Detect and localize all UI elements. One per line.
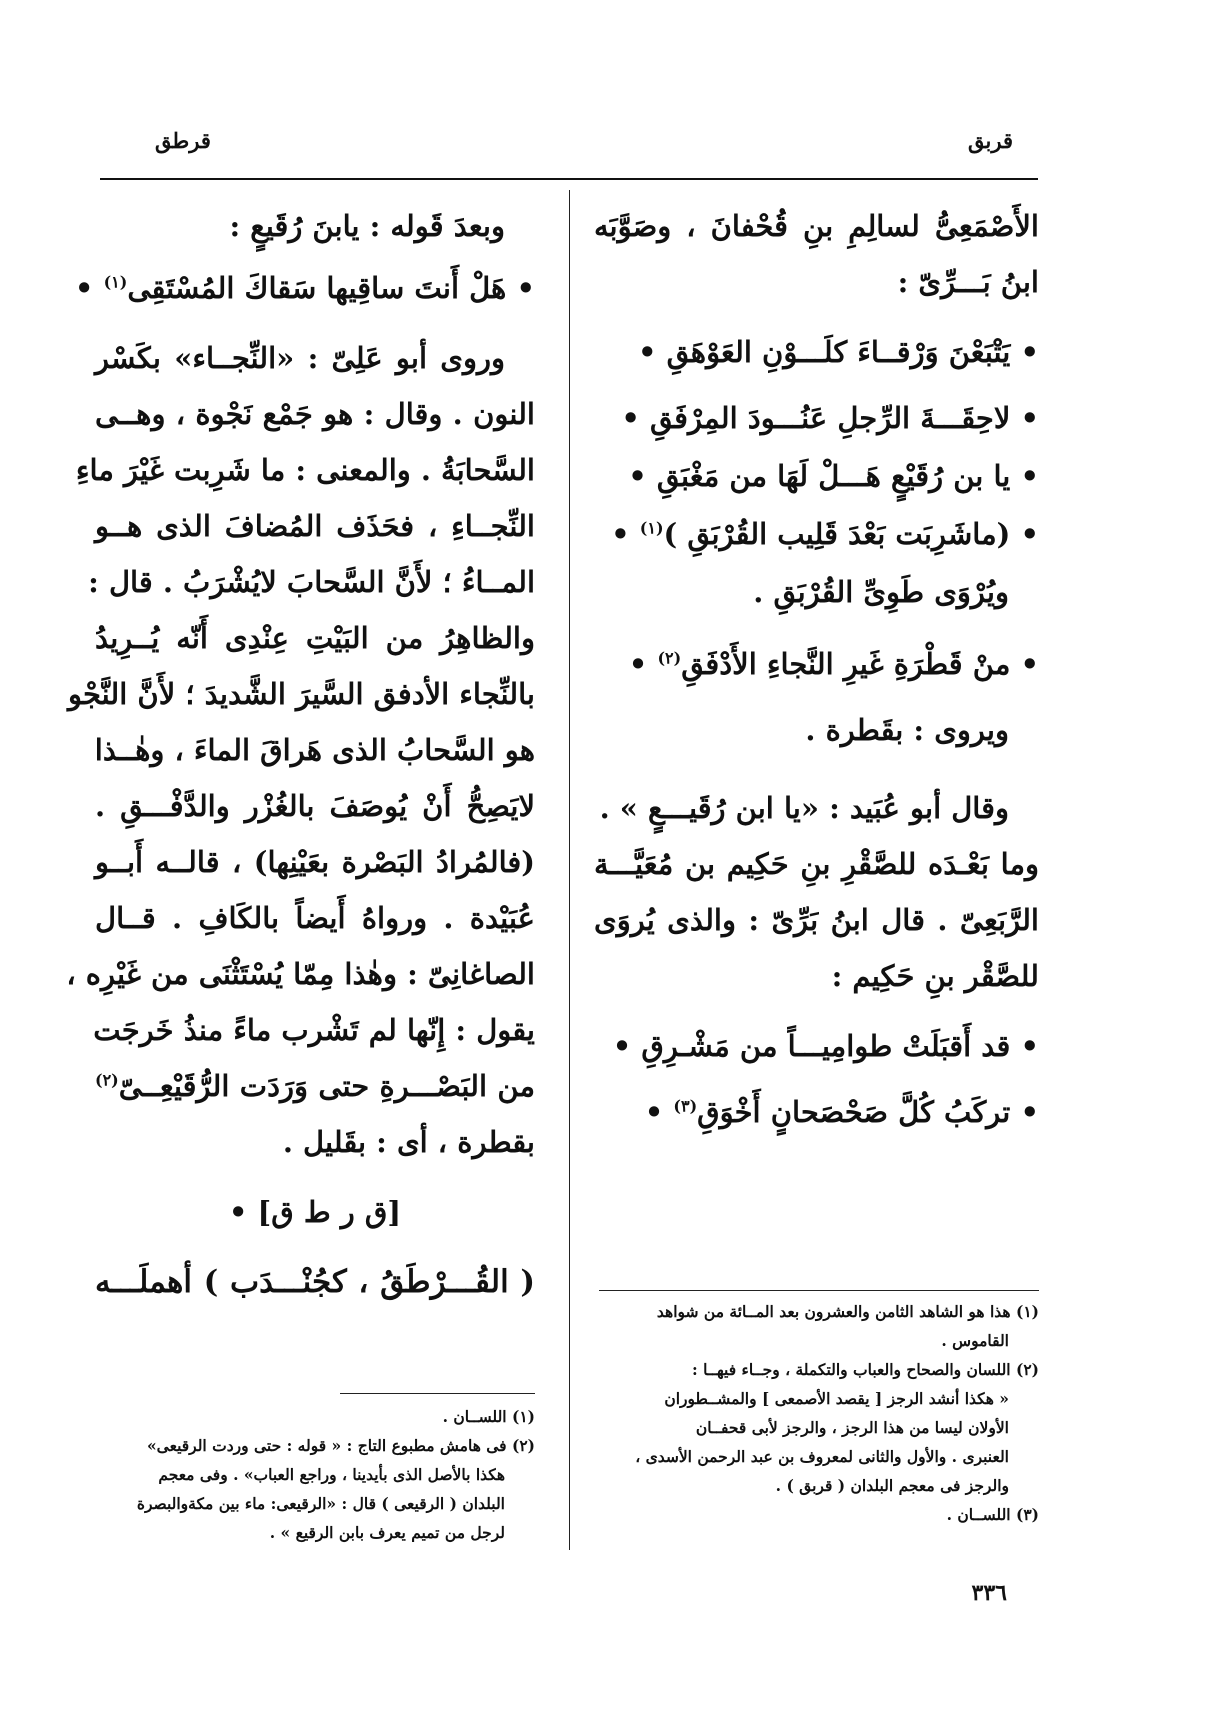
text-line: لايَصِحُّ أَنْ يُوصَفَ بالغُزْر والدَّفْـــقِ . — [95, 789, 535, 823]
text-line: ابنُ بَـــرِّىّ : — [897, 265, 1039, 299]
footnote-marker: (٣) — [673, 1096, 698, 1116]
text-line: (فالمُرادُ البَصْرة بعَيْنِها) ، قالــه أَبــو — [95, 845, 535, 879]
footnote-line: (١) اللســان . — [442, 1407, 535, 1426]
entry-headword-line: ( القُـــرْطَقُ ، كجُنْـــدَب ) أهملَـــه — [95, 1264, 535, 1300]
footnote-line: لرجل من تميم يعرف بابن الرقيع » . — [269, 1523, 505, 1542]
verse-line: • قد أَقبَلَتْ طوامِيـــاً من مَشْـرِقِ • — [612, 1029, 1039, 1063]
verse-text: • هَلْ أَنتَ ساقِيها سَقاكَ المُسْتَقِى — [127, 271, 535, 305]
verse-end: • — [611, 517, 630, 551]
footnote-rule — [340, 1393, 535, 1394]
footnote-line: (٢) اللسان والصحاح والعباب والتكملة ، وجــاء فيهــا : — [691, 1360, 1039, 1379]
footnote-marker: (٢) — [95, 1070, 119, 1090]
left-footnotes — [95, 1402, 535, 1547]
verse-end: • — [74, 271, 94, 305]
verse-line: • يَتْبَعْنَ وَرْقــاءَ كلَـــوْنِ العَوْهَقِ • — [637, 335, 1039, 369]
verse-line: • يا بن رُقَيْعٍ هَـــلْ لَهَا من مَغْبَقِ • — [628, 459, 1039, 493]
text-line: وروى أبو عَلِىّ : «النِّجــاء» بكَسْر — [95, 341, 505, 375]
text-line: بالنِّجاء الأدفق السَّيرَ الشَّديدَ ؛ لأَنَّ النَّجْو — [67, 677, 535, 711]
footnote-line: هكذا بالأصل الذى بأيدينا ، وراجع العباب» . وفى معجم — [158, 1465, 505, 1484]
verse-line — [594, 506, 1039, 562]
footnote-marker: (١) — [639, 518, 664, 538]
verse-text: • (ماشَرِبَت بَعْدَ قَلِيب القُرْبَقِ ) — [663, 517, 1039, 551]
footnote-line: (١) هذا هو الشاهد الثامن والعشرون بعد المــائة من شواهد — [656, 1302, 1039, 1321]
verse-line — [594, 1084, 1039, 1140]
verse-line — [594, 636, 1039, 692]
section-heading: [ق ر ط ق] • — [228, 1195, 402, 1229]
footnote-line: « هكذا أنشد الرجز [ يقصد الأصمعى ] والمشــطوران — [664, 1389, 1009, 1408]
text-line — [95, 1058, 535, 1114]
running-head-left: قرطق — [155, 128, 211, 153]
text-line: للصَّقْر بنِ حَكِيم : — [831, 959, 1039, 993]
running-head-right: قربق — [968, 128, 1013, 153]
text-line: المــاءُ ؛ لأَنَّ السَّحابَ لايُشْرَبُ . قال : — [88, 565, 535, 599]
text-line: هو السَّحابُ الذى هَراقَ الماءَ ، وهٰــذا — [94, 733, 535, 767]
text-line: الأَصْمَعِىُّ لسالِمِ بنِ قُحْفانَ ، وصَوَّبَه — [594, 209, 1039, 243]
right-column — [594, 198, 1039, 1142]
text-line: بقطرة ، أى : بقَليل . — [282, 1125, 535, 1159]
text-line: وبعدَ قَوله : يابنَ رُقَيعٍ : — [229, 209, 505, 243]
verse-line: • لاحِقَـــةَ الرِّجلِ عَنُـــودَ المِرْفَقِ • — [621, 401, 1039, 435]
verse-end: • — [644, 1095, 664, 1129]
footnote-line: البلدان ( الرقيعى ) قال : «الرقيعى: ماء بين مكةوالبصرة — [136, 1494, 505, 1513]
footnote-line: (٢) فى هامش مطبوع التاج : « قوله : حتى وردت الرقيعى» — [146, 1436, 535, 1455]
header-rule — [100, 178, 1038, 180]
footnote-line: (٣) اللســان . — [946, 1505, 1039, 1524]
text-line: النون . وقال : هو جَمْع نَجْوة ، وهــى — [95, 397, 535, 431]
text-line: والظاهِرُ من البَيْتِ عِنْدِى أَنّه يُــرِيدُ — [95, 621, 535, 655]
left-column — [66, 198, 535, 1310]
text-line: ويروى : بقَطرة . — [805, 713, 1009, 747]
verse-text: • تركَبُ كُلَّ صَحْصَحانٍ أَخْوَقِ — [697, 1095, 1039, 1129]
footnote-line: الأولان ليسا من هذا الرجز ، والرجز لأبى قحفــان — [695, 1418, 1009, 1437]
footnote-rule — [599, 1290, 1039, 1291]
text-line: الرَّبَعِىّ . قال ابنُ بَرِّىّ : والذى يُروَى — [594, 903, 1039, 937]
footnote-marker: (٢) — [657, 648, 682, 668]
text-line: السَّحابَةُ . والمعنى : ما شَرِبت غَيْرَ ماءِ — [75, 453, 535, 487]
footnote-line: القاموس . — [941, 1331, 1009, 1350]
text-line: يقول : إِنّها لم تَشْرب ماءً منذُ خَرجَت — [93, 1013, 535, 1047]
footnote-marker: (١) — [103, 272, 128, 292]
verse-text: • منْ قَطْرَةِ غَيرِ النَّجاءِ الأَدْفَقِ — [681, 647, 1039, 681]
text-segment: من البَصْـــرةِ حتى وَرَدَت الرُّقَيْعِــىّ — [118, 1069, 535, 1103]
text-line: النِّجــاءِ ، فحَذَف المُضافَ الذى هــو — [95, 509, 535, 543]
right-footnotes — [599, 1290, 1039, 1529]
left-footnote-rule-wrap — [340, 1393, 535, 1394]
page-number: ٣٣٦ — [971, 1580, 1007, 1606]
verse-end: • — [628, 647, 648, 681]
text-line: وما بَعْـدَه للصَّقْرِ بنِ حَكِيم بن مُعَيَّـــة — [594, 847, 1039, 881]
text-line: عُبَيْدة . ورواهُ أَيضاً بالكَافِ . قــال — [95, 901, 535, 935]
verse-line — [74, 260, 535, 316]
footnote-line: العنبرى . والأول والثانى لمعروف بن عبد الرحمن الأسدى ، — [635, 1447, 1009, 1466]
column-divider — [569, 190, 570, 1550]
text-line: الصاغانِىّ : وهٰذا مِمّا يُسْتَثْنَى من غَيْرِه ، — [66, 957, 535, 991]
text-line: وقال أبو عُبَيد : «يا ابن رُقَيـــعٍ » . — [599, 791, 1009, 825]
footnote-line: والرجز فى معجم البلدان ( قربق ) . — [775, 1476, 1009, 1495]
text-line: ويُرْوَى طَوِىِّ القُرْبَقِ . — [753, 575, 1009, 609]
